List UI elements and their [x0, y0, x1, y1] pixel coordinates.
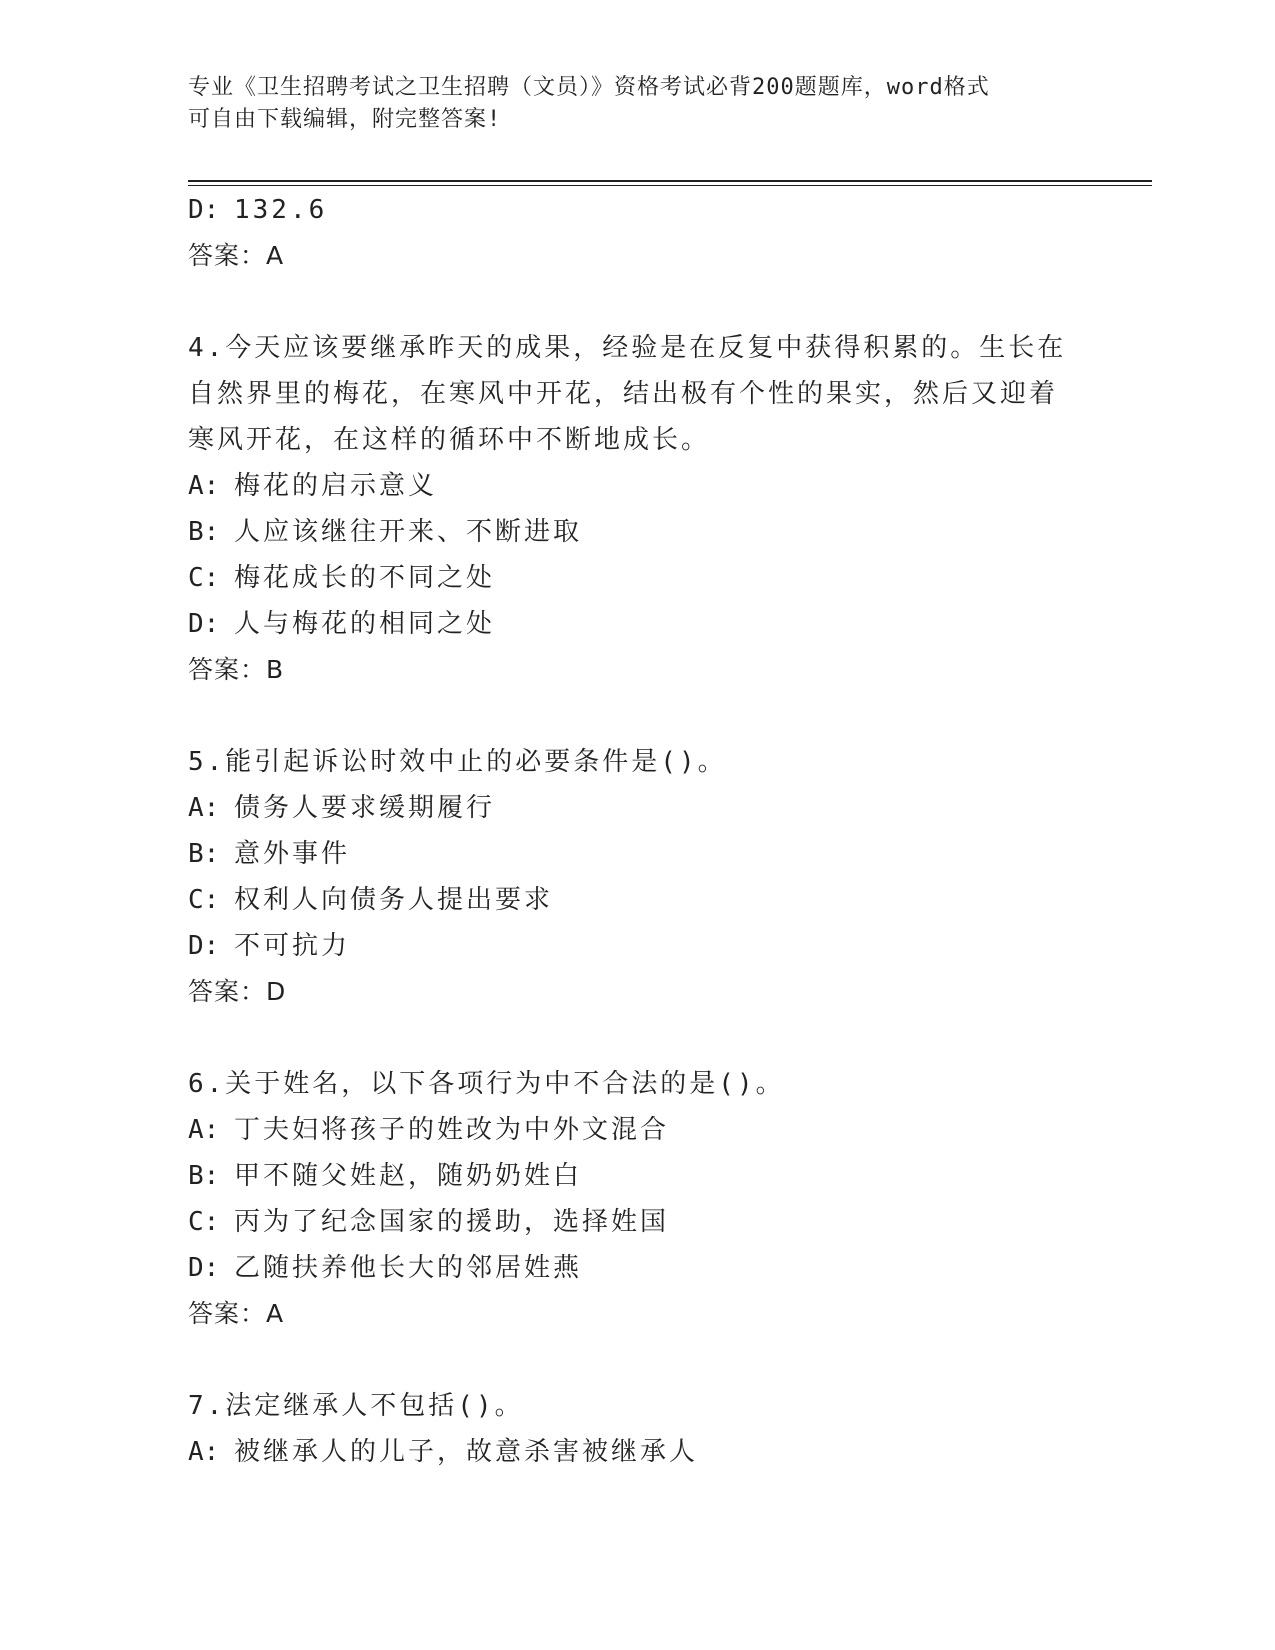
option-text: 梅花成长的不同之处	[234, 563, 496, 593]
option-key: D:	[188, 195, 220, 225]
option-key: A:	[188, 1115, 220, 1145]
spacer	[188, 1015, 1088, 1061]
option-text: 梅花的启示意义	[234, 471, 438, 501]
header-title-line2: 可自由下载编辑，附完整答案!	[188, 107, 502, 132]
q6-stem: 6.关于姓名，以下各项行为中不合法的是()。	[188, 1069, 785, 1099]
q4-answer: 答案：B	[188, 655, 285, 684]
option-text: 意外事件	[234, 839, 351, 869]
header-divider-thin	[188, 185, 1152, 186]
q5-answer: 答案：D	[188, 977, 287, 1006]
option-key: B:	[188, 517, 220, 547]
spacer	[188, 1337, 1088, 1383]
option-text: 丙为了纪念国家的援助，选择姓国	[234, 1207, 670, 1237]
q5-option-c	[188, 877, 1088, 923]
option-key: C:	[188, 563, 220, 593]
q4-stem-line3: 寒风开花，在这样的循环中不断地成长。	[188, 425, 711, 455]
q4-stem-line2: 自然界里的梅花，在寒风中开花，结出极有个性的果实，然后又迎着	[188, 379, 1059, 409]
q5-stem: 5.能引起诉讼时效中止的必要条件是()。	[188, 747, 727, 777]
q6-answer: 答案：A	[188, 1299, 285, 1328]
q3-option-d	[188, 187, 1088, 233]
header-divider-thick	[188, 180, 1152, 182]
q4-stem-line1: 4.今天应该要继承昨天的成果，经验是在反复中获得积累的。生长在	[188, 333, 1067, 363]
q6-option-d	[188, 1245, 1088, 1291]
option-text: 甲不随父姓赵，随奶奶姓白	[234, 1161, 583, 1191]
q6-option-b	[188, 1153, 1088, 1199]
option-text: 权利人向债务人提出要求	[234, 885, 554, 915]
spacer	[188, 693, 1088, 739]
q5-option-a	[188, 785, 1088, 831]
question-content	[188, 187, 1088, 1475]
option-text: 被继承人的儿子，故意杀害被继承人	[234, 1437, 699, 1467]
q3-answer: 答案：A	[188, 241, 285, 270]
q4-option-a	[188, 463, 1088, 509]
q5-option-b	[188, 831, 1088, 877]
header-title-line1: 专业《卫生招聘考试之卫生招聘（文员）》资格考试必背200题题库，word格式	[188, 75, 990, 100]
option-text: 132.6	[234, 195, 328, 225]
option-key: B:	[188, 839, 220, 869]
option-text: 乙随扶养他长大的邻居姓燕	[234, 1253, 583, 1283]
option-text: 丁夫妇将孩子的姓改为中外文混合	[234, 1115, 670, 1145]
option-text: 人应该继往开来、不断进取	[234, 517, 583, 547]
q4-option-b	[188, 509, 1088, 555]
option-key: C:	[188, 1207, 220, 1237]
q6-option-c	[188, 1199, 1088, 1245]
option-key: A:	[188, 471, 220, 501]
option-key: D:	[188, 609, 220, 639]
option-key: D:	[188, 1253, 220, 1283]
option-key: B:	[188, 1161, 220, 1191]
option-text: 债务人要求缓期履行	[234, 793, 496, 823]
page-header	[188, 72, 1068, 136]
option-text: 不可抗力	[234, 931, 351, 961]
spacer	[188, 279, 1088, 325]
q7-option-a	[188, 1429, 1088, 1475]
option-key: A:	[188, 1437, 220, 1467]
q5-option-d	[188, 923, 1088, 969]
q4-option-d	[188, 601, 1088, 647]
option-key: C:	[188, 885, 220, 915]
option-key: D:	[188, 931, 220, 961]
q4-option-c	[188, 555, 1088, 601]
option-text: 人与梅花的相同之处	[234, 609, 496, 639]
q7-stem: 7.法定继承人不包括()。	[188, 1391, 524, 1421]
option-key: A:	[188, 793, 220, 823]
q6-option-a	[188, 1107, 1088, 1153]
